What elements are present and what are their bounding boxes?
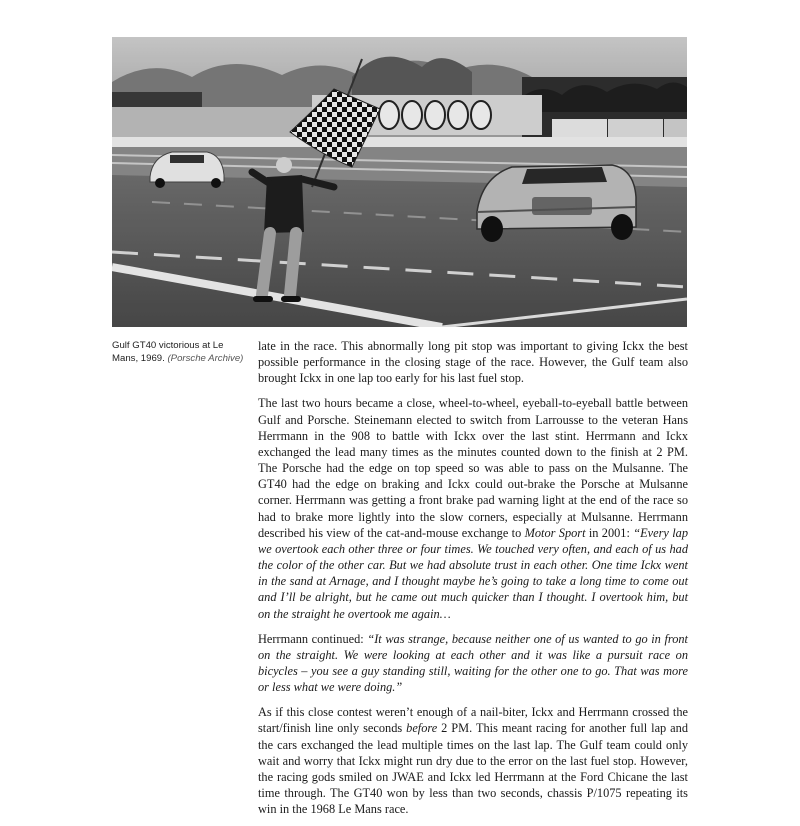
italic-run: “It was strange, because neither one of us wanted to go in front on the straight. We were looking at each other and it was like a pursuit race on bicycles – you see a guy standing still, waiting for the other one to go. That was more or less what we were doing.”: [258, 631, 688, 695]
italic-run: “Every lap we overtook each other three or four times. We touched very often, and each of us had the color of the other car. But we had absolute trust in each other. One time Ickx went in the sand at Arnage, and I thought maybe he’s going to take a long time to come out and I’ll be alright, but he came out much quicker than I thought. I overtook him, but on the straight he overtook me again…: [258, 525, 688, 621]
text-run: 2 PM. This meant racing for another full lap and the cars exchanged the lead multiple times on the last lap. The Gulf team could only wait and worry that Ickx might run dry due to the error on the last fuel stop. However, the racing gods smiled on JWAE and Ickx led Herrmann at the Ford Chicane the last time through. The GT40 won by less than two seconds, chassis P/1075 repeating its win in the 1968 Le Mans race.: [258, 721, 688, 817]
race-finish-photo: [112, 37, 687, 327]
caption-text: Gulf GT40 victorious at Le Mans, 1969.: [112, 340, 224, 364]
photo-caption: [112, 340, 252, 365]
caption-credit: (Porsche Archive): [167, 352, 244, 364]
body-paragraph: [258, 395, 688, 621]
text-run: Herrmann continued:: [258, 631, 368, 646]
italic-run: Motor Sport: [524, 525, 586, 540]
body-text: [258, 338, 688, 826]
text-run: in 2001:: [585, 525, 634, 540]
text-run: The last two hours became a close, wheel-to-wheel, eyeball-to-eyeball battle between Gulf and Porsche. Steinemann elected to switch from Larrousse to the veteran Hans Herrmann in the 908 to battle with Ickx over the last stint. Herrmann and Ickx exchanged the lead many times as the minutes counted down to the finish at 2 PM. The Porsche had the edge on top speed so was able to pass on the Mulsanne. The GT40 had the edge on braking and Ickx could out-brake the Porsche at Mulsanne corner. Herrmann was getting a front brake pad warning light at the end of the race so had to brake more lightly into the slow corners, especially at Mulsanne. Herrmann described his view of the cat-and-mouse exchange to: [258, 396, 688, 540]
italic-run: before: [406, 721, 438, 736]
text-run: late in the race. This abnormally long pit stop was important to giving Ickx the best possible performance in the closing stage of the race. However, the Gulf team also brought Ickx in one lap too early for his last fuel stop.: [258, 339, 688, 386]
photo-illustration: [112, 37, 687, 327]
text-run: As if this close contest weren’t enough of a nail-biter, Ickx and Herrmann crossed the start/finish line only seconds: [258, 705, 688, 736]
body-paragraph: [258, 338, 688, 386]
body-paragraph: [258, 704, 688, 817]
body-paragraph: [258, 631, 688, 696]
